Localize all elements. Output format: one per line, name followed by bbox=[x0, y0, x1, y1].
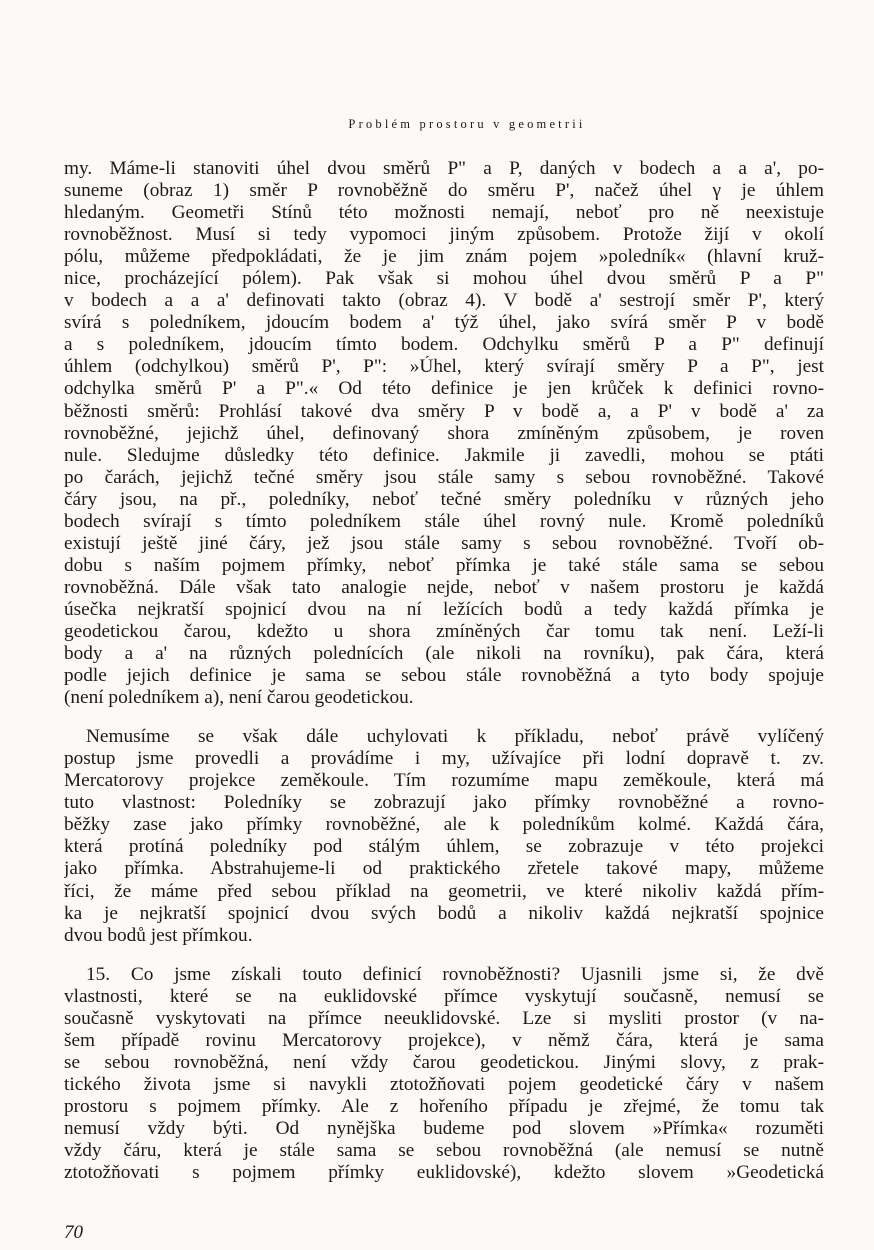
text-line: současně vyskytovati na přímce neeuklidovské. Lze si mysliti prostor (v na- bbox=[64, 1007, 824, 1029]
text-line: dobu s naším pojmem přímky, neboť přímka je také stále sama se sebou bbox=[64, 554, 824, 576]
text-line: existují ještě jiné čáry, jež jsou stále samy s sebou rovnoběžné. Tvoří ob- bbox=[64, 532, 824, 554]
text-line: se sebou rovnoběžná, není vždy čarou geodetickou. Jinými slovy, z prak- bbox=[64, 1051, 824, 1073]
text-line: rovnoběžné, jejichž úhel, definovaný shora zmíněným způsobem, je roven bbox=[64, 422, 824, 444]
text-line: svírá s poledníkem, jdoucím bodem a' týž úhel, jako svírá směr P v bodě bbox=[64, 312, 824, 334]
text-line: úhlem (odchylkou) směrů P', P": »Úhel, který svírají směry P a P", jest bbox=[64, 356, 824, 378]
paragraph-3 bbox=[64, 964, 824, 1184]
text-line: po čarách, jejichž tečné směry jsou stále samy s sebou rovnoběžné. Takové bbox=[64, 466, 824, 488]
running-head: Problém prostoru v geometrii bbox=[348, 117, 586, 131]
text-line: geodetickou čarou, kdežto u shora zmíněných čar tomu tak není. Leží-li bbox=[64, 620, 824, 642]
text-line: dvou bodů jest přímkou. bbox=[64, 924, 253, 946]
text-line: prostoru s pojmem přímky. Ale z hořeního případu je zřejmé, že tomu tak bbox=[64, 1095, 824, 1117]
paragraph-1 bbox=[64, 158, 824, 709]
text-line: ka je nejkratší spojnicí dvou svých bodů a nikoliv každá nejkratší spojnice bbox=[64, 902, 824, 924]
text-line: Mercatorovy projekce zeměkoule. Tím rozumíme mapu zeměkoule, která má bbox=[64, 770, 824, 792]
text-line: rovnoběžná. Dále však tato analogie nejde, neboť v našem prostoru je každá bbox=[64, 576, 824, 598]
text-line: jako přímka. Abstrahujeme-li od praktického zřetele takové mapy, můžeme bbox=[64, 858, 824, 880]
text-line: říci, že máme před sebou příklad na geometrii, ve které nikoliv každá přím- bbox=[64, 880, 824, 902]
text-line: 15. Co jsme získali touto definicí rovnoběžnosti? Ujasnili jsme si, že dvě bbox=[86, 963, 824, 985]
text-line: nule. Sledujme důsledky této definice. Jakmile ji zavedli, mohou se ptáti bbox=[64, 444, 824, 466]
text-line: postup jsme provedli a provádíme i my, užívajíce při lodní dopravě t. zv. bbox=[64, 748, 824, 770]
text-line: tuto vlastnost: Poledníky se zobrazují jako přímky rovnoběžné a rovno- bbox=[64, 792, 824, 814]
text-line: vlastnosti, které se na euklidovské přímce vyskytují současně, nemusí se bbox=[64, 985, 824, 1007]
text-line: (není poledníkem a), není čarou geodetickou. bbox=[64, 687, 414, 709]
text-line: v bodech a a a' definovati takto (obraz 4). V bodě a' sestrojí směr P', který bbox=[64, 290, 824, 312]
text-line: která protíná poledníky pod stálým úhlem, se zobrazuje v této projekci bbox=[64, 836, 824, 858]
text-line: body a a' na různých polednících (ale nikoli na rovníku), pak čára, která bbox=[64, 643, 824, 665]
text-line: běžky zase jako přímky rovnoběžné, ale k poledníkům kolmé. Každá čára, bbox=[64, 814, 824, 836]
text-line: podle jejich definice je sama se sebou stále rovnoběžná a tyto body spojuje bbox=[64, 665, 824, 687]
paragraph-2 bbox=[64, 726, 824, 946]
page-number: 70 bbox=[64, 1222, 83, 1243]
text-line: nice, procházející pólem). Pak však si mohou úhel dvou směrů P a P" bbox=[64, 268, 824, 290]
text-line: hledaným. Geometři Stínů této možnosti nemají, neboť pro ně neexistuje bbox=[64, 202, 824, 224]
paragraph-gap bbox=[64, 947, 824, 964]
paragraph-gap bbox=[64, 709, 824, 726]
text-line: nemusí vždy býti. Od nynějška budeme pod slovem »Přímka« rozuměti bbox=[64, 1117, 824, 1139]
text-line: čáry jsou, na př., poledníky, neboť tečné směry poledníku v různých jeho bbox=[64, 488, 824, 510]
text-line: suneme (obraz 1) směr P rovnoběžně do směru P', načež úhel γ je úhlem bbox=[64, 180, 824, 202]
text-line: rovnoběžnost. Musí si tedy vypomoci jiným způsobem. Protože žijí v okolí bbox=[64, 224, 824, 246]
text-line: ztotožňovati s pojmem přímky euklidovské), kdežto slovem »Geodetická bbox=[64, 1162, 824, 1184]
body-text bbox=[64, 158, 824, 1184]
text-line: tického života jsme si navykli ztotožňovati pojem geodetické čáry v našem bbox=[64, 1073, 824, 1095]
text-line: pólu, můžeme předpokládati, že je jim znám pojem »poledník« (hlavní kruž- bbox=[64, 246, 824, 268]
text-line: a s poledníkem, jdoucím tímto bodem. Odchylku směrů P a P" definují bbox=[64, 334, 824, 356]
text-line: Nemusíme se však dále uchylovati k příkladu, neboť právě vylíčený bbox=[86, 726, 824, 748]
text-line: vždy čáru, která je stále sama se sebou rovnoběžná (ale nemusí se nutně bbox=[64, 1140, 824, 1162]
text-line: odchylka směrů P' a P".« Od této definice je jen krůček k definici rovno- bbox=[64, 378, 824, 400]
text-line: běžnosti směrů: Prohlásí takové dva směry P v bodě a, a P' v bodě a' za bbox=[64, 400, 824, 422]
text-line: úsečka nejkratší spojnicí dvou na ní ležících bodů a tedy každá přímka je bbox=[64, 598, 824, 620]
text-line: my. Máme-li stanoviti úhel dvou směrů P" a P, daných v bodech a a a', po- bbox=[64, 158, 824, 179]
text-line: bodech svírají s tímto poledníkem stále úhel rovný nule. Kromě poledníků bbox=[64, 510, 824, 532]
text-line: šem případě rovinu Mercatorovy projekce), v němž čára, která je sama bbox=[64, 1029, 824, 1051]
